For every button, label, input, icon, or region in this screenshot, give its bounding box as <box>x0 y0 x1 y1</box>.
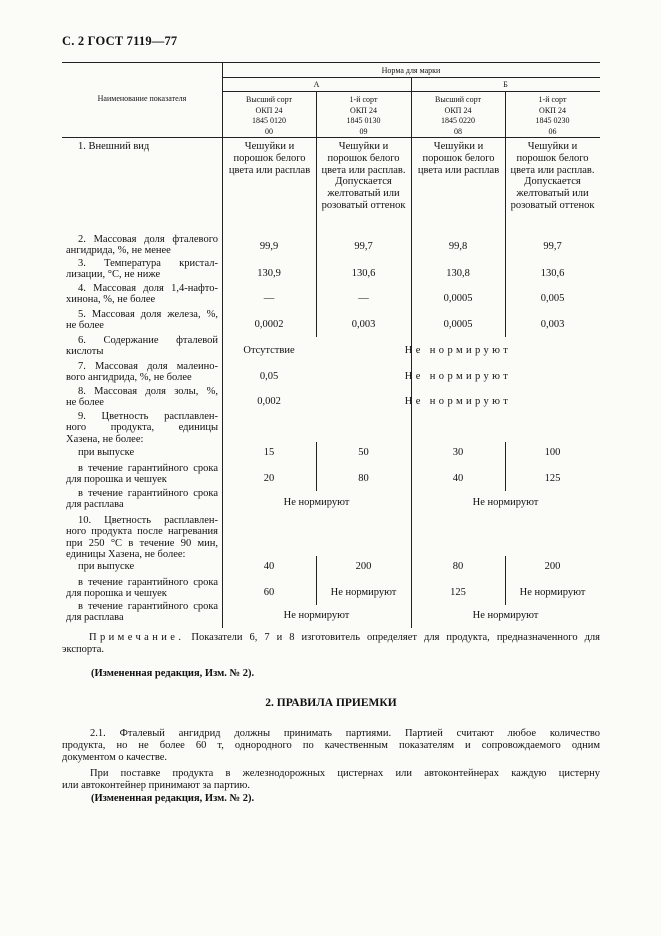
paragraph-2-1: 2.1. Фталевый ангидрид должны принимать партиями. Партией считают любое количество продукта, но не более 60 т, однородного по качественным показателям и сопровождаемого одним документом о качестве. <box>62 728 600 764</box>
paragraph-2-2: При поставке продукта в железнодорожных цистернах или автоконтейнерах каждую цистерну или автоконтейнер принимают за партию. <box>62 768 600 792</box>
col-header-indicator: Наименование показателя <box>97 94 187 103</box>
cell-value: 0,005 <box>540 293 565 304</box>
cell-value-span: Не нормируют <box>283 610 350 621</box>
grade-header: Высший сорт ОКП 24 1845 0120 00 <box>246 95 292 136</box>
grade-header: 1-й сорт ОКП 24 1845 0230 06 <box>535 95 570 136</box>
cell-value: 99,7 <box>543 241 562 252</box>
cell-value: Чешуйки и порошок белого цвета или расплав. Допускается желтоватый или розоватый оттенок <box>510 141 595 211</box>
row-label: в течение гарантийного срока для расплава <box>66 601 218 624</box>
cell-value-span: Не нормируют <box>404 345 512 356</box>
cell-value: Чешуйки и порошок белого цвета или расплав <box>417 141 500 176</box>
row-label: 2. Массовая доля фталевого ангидрида, %, не менее <box>66 234 218 257</box>
cell-value: 0,0005 <box>443 293 473 304</box>
cell-value: 130,9 <box>257 268 281 279</box>
row-label: в течение гарантийного срока для порошка и чешуек <box>66 577 218 600</box>
cell-value-span: Не нормируют <box>404 371 512 382</box>
mark-b: Б <box>503 80 508 89</box>
revision-note: (Измененная редакция, Изм. № 2). <box>91 668 255 679</box>
cell-value: 99,7 <box>354 241 373 252</box>
cell-value: 0,003 <box>540 319 565 330</box>
row-label: в течение гарантийного срока для расплава <box>66 488 218 511</box>
cell-value: 99,8 <box>448 241 468 252</box>
cell-value: 99,9 <box>259 241 279 252</box>
row-label: при выпуске <box>78 561 135 572</box>
table-note: Примечание. Показатели 6, 7 и 8 изготовитель определяет для продукта, предназначенного для экспорта. <box>62 632 600 656</box>
grade-header: 1-й сорт ОКП 24 1845 0130 09 <box>346 95 381 136</box>
cell-value: Не нормируют <box>519 587 586 598</box>
cell-value: 0,0005 <box>443 319 473 330</box>
grade-header: Высший сорт ОКП 24 1845 0220 08 <box>435 95 481 136</box>
mark-a: А <box>313 80 320 89</box>
group-header: Норма для марки <box>381 66 441 75</box>
cell-value: 30 <box>452 447 464 458</box>
section-title: 2. ПРАВИЛА ПРИЕМКИ <box>265 697 397 709</box>
cell-value: — <box>263 293 275 304</box>
cell-value: 200 <box>544 561 561 572</box>
table-top-rule <box>62 62 600 63</box>
cell-value: 125 <box>544 473 561 484</box>
row-label: 9. Цветность расплавлен- ного продукта, единицы Хазена, не более: <box>66 411 218 445</box>
cell-value: 40 <box>263 561 275 572</box>
cell-value: — <box>358 293 369 304</box>
cell-value: 40 <box>452 473 464 484</box>
header-bottom-rule <box>62 137 600 138</box>
cell-value-span: Не нормируют <box>404 396 512 407</box>
row-label: в течение гарантийного срока для порошка и чешуек <box>66 463 218 486</box>
row-label: 3. Температура кристал- лизации, °С, не ниже <box>66 258 218 281</box>
row-label: 8. Массовая доля золы, %, не более <box>66 386 218 409</box>
row-label: 7. Массовая доля малеино- вого ангидрида, %, не более <box>66 361 218 384</box>
cell-value: 80 <box>358 473 369 484</box>
cell-value: 0,002 <box>257 396 281 407</box>
cell-value: 15 <box>263 447 275 458</box>
cell-value: 80 <box>452 561 464 572</box>
cell-value: 125 <box>450 587 466 598</box>
cell-value-span: Не нормируют <box>472 497 539 508</box>
cell-value: 200 <box>355 561 372 572</box>
row-label-appearance: 1. Внешний вид <box>78 141 150 152</box>
cell-value: 20 <box>263 473 275 484</box>
row-label: 10. Цветность расплавлен- ного продукта после нагревания при 250 °С в течение 90 мин, единицы Хазена, не более: <box>66 515 218 561</box>
row-label: 6. Содержание фталевой кислоты <box>66 335 218 358</box>
cell-value: Чешуйки и порошок белого цвета или расплав. Допускается желтоватый или розоватый оттенок <box>321 141 406 211</box>
cell-value: 60 <box>263 587 275 598</box>
cell-value: Отсутствие <box>243 345 295 356</box>
cell-value: Не нормируют <box>330 587 397 598</box>
cell-value: 130,6 <box>351 268 376 279</box>
cell-value: 130,6 <box>540 268 565 279</box>
cell-value: 130,8 <box>446 268 470 279</box>
cell-value: 0,05 <box>259 371 279 382</box>
row-label: при выпуске <box>78 447 135 458</box>
cell-value-span: Не нормируют <box>472 610 539 621</box>
cell-value: 0,0002 <box>254 319 284 330</box>
cell-value: 0,003 <box>351 319 376 330</box>
cell-value: Чешуйки и порошок белого цвета или расплав <box>228 141 311 176</box>
page-header: С. 2 ГОСТ 7119—77 <box>62 34 178 48</box>
revision-note: (Измененная редакция, Изм. № 2). <box>91 793 255 804</box>
cell-value-span: Не нормируют <box>283 497 350 508</box>
row-label: 4. Массовая доля 1,4-нафто- хинона, %, не более <box>66 283 218 306</box>
row-label: 5. Массовая доля железа, %, не более <box>66 309 218 332</box>
cell-value: 100 <box>544 447 561 458</box>
cell-value: 50 <box>358 447 369 458</box>
